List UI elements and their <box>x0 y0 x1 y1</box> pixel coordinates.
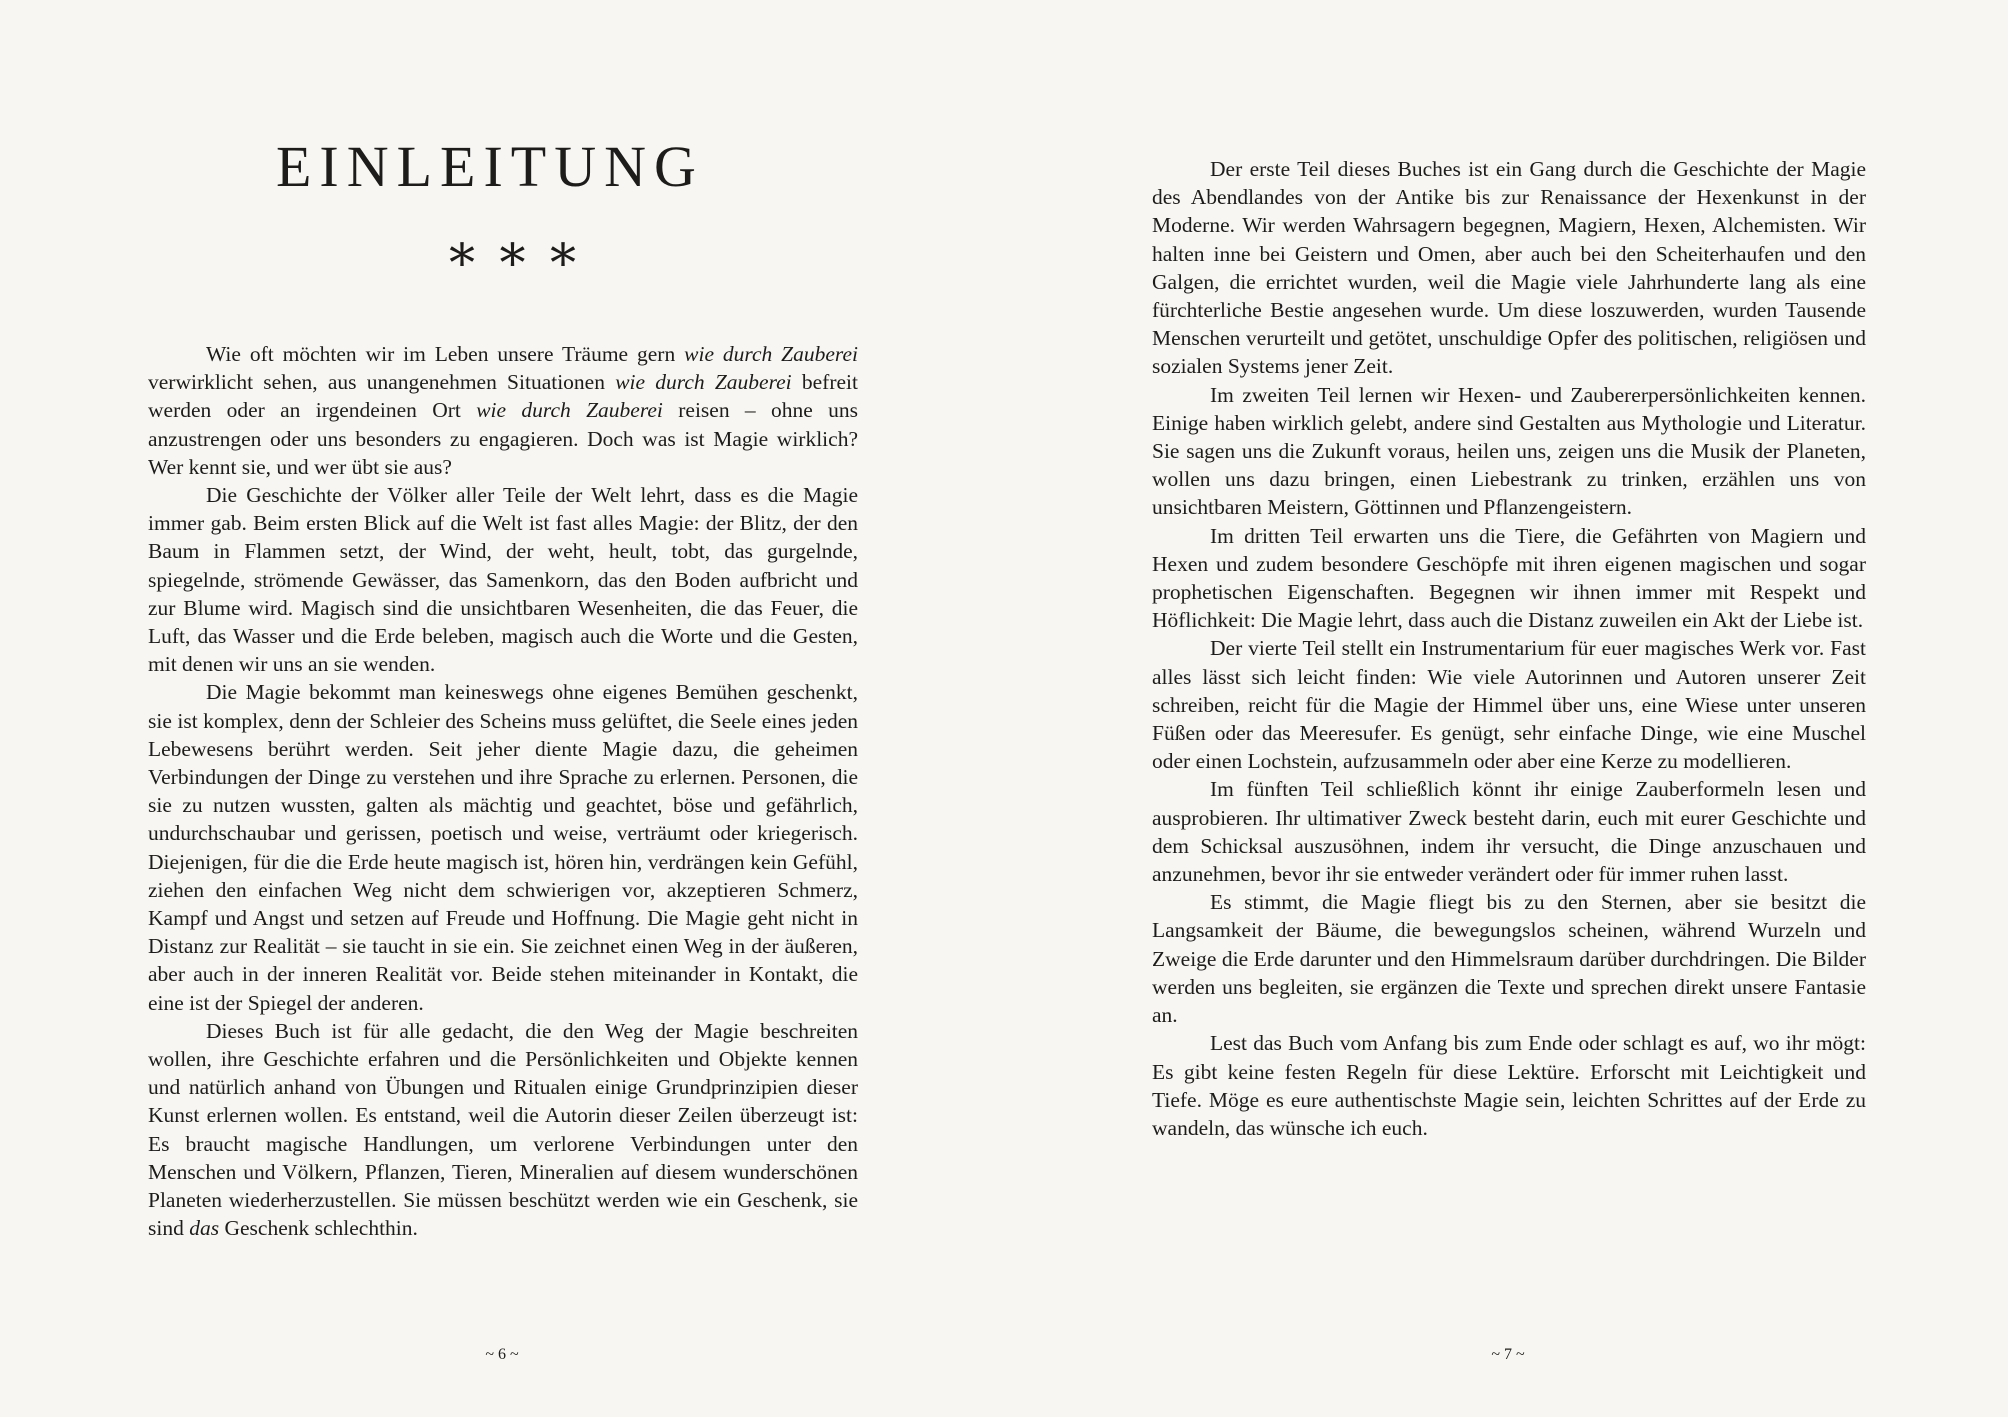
text-run: Es stimmt, die Magie fliegt bis zu den Sternen, aber sie besitzt die Langsamkeit der Bäume, die bewegungslos scheinen, während Wurzeln und Zweige die Erde darunter und den Himmelsraum darüber durchdringen. Die Bilder werden uns begleiten, sie ergänzen die Texte und sprechen direkt unsere Fantasie an. <box>1152 890 1866 1028</box>
paragraph <box>148 678 858 1016</box>
text-run: Im zweiten Teil lernen wir Hexen- und Zaubererpersönlichkeiten kennen. Einige haben wirklich gelebt, andere sind Gestalten aus Mythologie und Literatur. Sie sagen uns die Zukunft voraus, heilen uns, zeigen uns die Musik der Planeten, wollen uns dazu bringen, einen Liebestrank zu trinken, erzählen uns von unsichtbaren Meistern, Göttinnen und Pflanzengeistern. <box>1152 382 1866 520</box>
text-run: Die Magie bekommt man keineswegs ohne eigenes Bemühen geschenkt, sie ist komplex, denn der Schleier des Scheins muss gelüftet, die Seele eines jeden Lebewesens berührt werden. Seit jeher diente Magie dazu, die geheimen Verbindungen der Dinge zu verstehen und ihre Sprache zu erlernen. Personen, die sie zu nutzen wussten, galten als mächtig und geachtet, böse und gefährlich, undurchschaubar und gerissen, poetisch und weise, verträumt oder kriegerisch. Diejenigen, für die die Erde heute magisch ist, hören hin, verdrängen kein Gefühl, ziehen den einfachen Weg nicht dem schwierigen vor, akzeptieren Schmerz, Kampf und Angst und setzen auf Freude und Hoffnung. Die Magie geht nicht in Distanz zur Realität – sie taucht in sie ein. Sie zeichnet einen Weg in der äußeren, aber auch in der inneren Realität vor. Beide stehen miteinander in Kontakt, die eine ist der Spiegel der anderen. <box>148 680 858 1015</box>
paragraph <box>1152 1029 1866 1142</box>
paragraph <box>148 481 858 678</box>
text-run: Wie oft möchten wir im Leben unsere Träume gern <box>206 342 685 366</box>
paragraph <box>148 1017 858 1243</box>
paragraph <box>1152 888 1866 1029</box>
italic-run: wie durch Zauberei <box>476 398 663 423</box>
text-run: Lest das Buch vom Anfang bis zum Ende oder schlagt es auf, wo ihr mögt: Es gibt keine festen Regeln für diese Lektüre. Erforscht mit Leichtigkeit und Tiefe. Möge es eure authentischste Magie sein, leichten Schrittes auf der Erde zu wandeln, das wünsche ich euch. <box>1152 1031 1866 1140</box>
paragraph <box>1152 155 1866 381</box>
text-run: Im fünften Teil schließlich könnt ihr einige Zauberformeln lesen und ausprobieren. Ihr ultimativer Zweck besteht darin, euch mit eurer Geschichte und dem Schicksal auszusöhnen, indem ihr versucht, die Dinge anzuschauen und anzunehmen, bevor ihr sie entweder verändert oder für immer ruhen lasst. <box>1152 777 1866 887</box>
italic-run: wie durch Zauberei <box>684 342 858 366</box>
page-number-left: ~ 6 ~ <box>485 1346 519 1363</box>
text-run: befreit werden oder an irgendeinen Ort <box>148 370 858 423</box>
paragraph <box>148 340 858 481</box>
chapter-title: EINLEITUNG <box>276 134 704 199</box>
page-number-right: ~ 7 ~ <box>1491 1346 1525 1363</box>
paragraph <box>1152 634 1866 775</box>
text-run: verwirklicht sehen, aus unangenehmen Situationen <box>148 370 616 395</box>
text-run: Die Geschichte der Völker aller Teile der Welt lehrt, dass es die Magie immer gab. Beim ersten Blick auf die Welt ist fast alles Magie: der Blitz, der den Baum in Flammen setzt, der Wind, der weht, heult, tobt, das gurgelnde, spiegelnde, strömende Gewässer, das Samenkorn, das den Boden aufbricht und zur Blume wird. Magisch sind die unsichtbaren Wesenheiten, die das Feuer, die Luft, das Wasser und die Erde beleben, magisch auch die Worte und die Gesten, mit denen wir uns an sie wenden. <box>148 483 858 677</box>
text-run: Dieses Buch ist für alle gedacht, die den Weg der Magie beschreiten wollen, ihre Geschichte erfahren und die Persönlichkeiten und Objekte kennen und natürlich anhand von Übungen und Ritualen einige Grundprinzipien dieser Kunst erlernen wollen. Es entstand, weil die Autorin dieser Zeilen überzeugt ist: Es braucht magische Handlungen, um verlorene Verbindungen unter den Menschen und Völkern, Pflanzen, Tieren, Mineralien auf diesem wunderschönen Planeten wiederherzustellen. Sie müssen beschützt werden wie ein Geschenk, sie sind <box>148 1018 858 1241</box>
italic-run: das <box>189 1216 220 1241</box>
right-page <box>1004 0 2008 1417</box>
text-run: Der vierte Teil stellt ein Instrumentarium für euer magisches Werk vor. Fast alles lässt sich leicht finden: Wie viele Autorinnen und Autoren unserer Zeit schreiben, reicht für die Magie der Himmel über uns, eine Wiese unter unseren Füßen oder das Meeresufer. Es genügt, sehr einfache Dinge, wie eine Muschel oder einen Lochstein, aufzusammeln oder aber eine Kerze zu modellieren. <box>1152 636 1866 774</box>
paragraph <box>1152 775 1866 888</box>
ornament-asterisks: * * * <box>449 234 581 294</box>
text-run: Im dritten Teil erwarten uns die Tiere, die Gefährten von Magiern und Hexen und zudem besondere Geschöpfe mit ihren eigenen magischen und sogar prophetischen Eigenschaften. Begegnen wir ihnen immer mit Respekt und Höflichkeit: Die Magie lehrt, dass auch die Distanz zuweilen ein Akt der Liebe ist. <box>1152 523 1866 633</box>
paragraph <box>1152 522 1866 635</box>
left-body-text <box>148 340 858 1243</box>
paragraph <box>1152 381 1866 522</box>
italic-run: wie durch Zauberei <box>615 370 792 395</box>
text-run: reisen – ohne uns anzustrengen oder uns besonders zu engagieren. Doch was ist Magie wirklich? Wer kennt sie, und wer übt sie aus? <box>148 398 858 479</box>
text-run: Geschenk schlechthin. <box>219 1216 418 1241</box>
text-run: Der erste Teil dieses Buches ist ein Gang durch die Geschichte der Magie des Abendlandes von der Antike bis zur Renaissance der Hexenkunst in der Moderne. Wir werden Wahrsagern begegnen, Magiern, Hexen, Alchemisten. Wir halten inne bei Geistern und Omen, aber auch bei den Scheiterhaufen und den Galgen, die errichtet wurden, weil die Magie viele Jahrhunderte lang als eine fürchterliche Bestie angesehen wurde. Um diese loszuwerden, wurden Tausende Menschen verurteilt und getötet, unschuldige Opfer des politischen, religiösen und sozialen Systems jener Zeit. <box>1152 157 1866 379</box>
right-body-text <box>1152 155 1866 1142</box>
